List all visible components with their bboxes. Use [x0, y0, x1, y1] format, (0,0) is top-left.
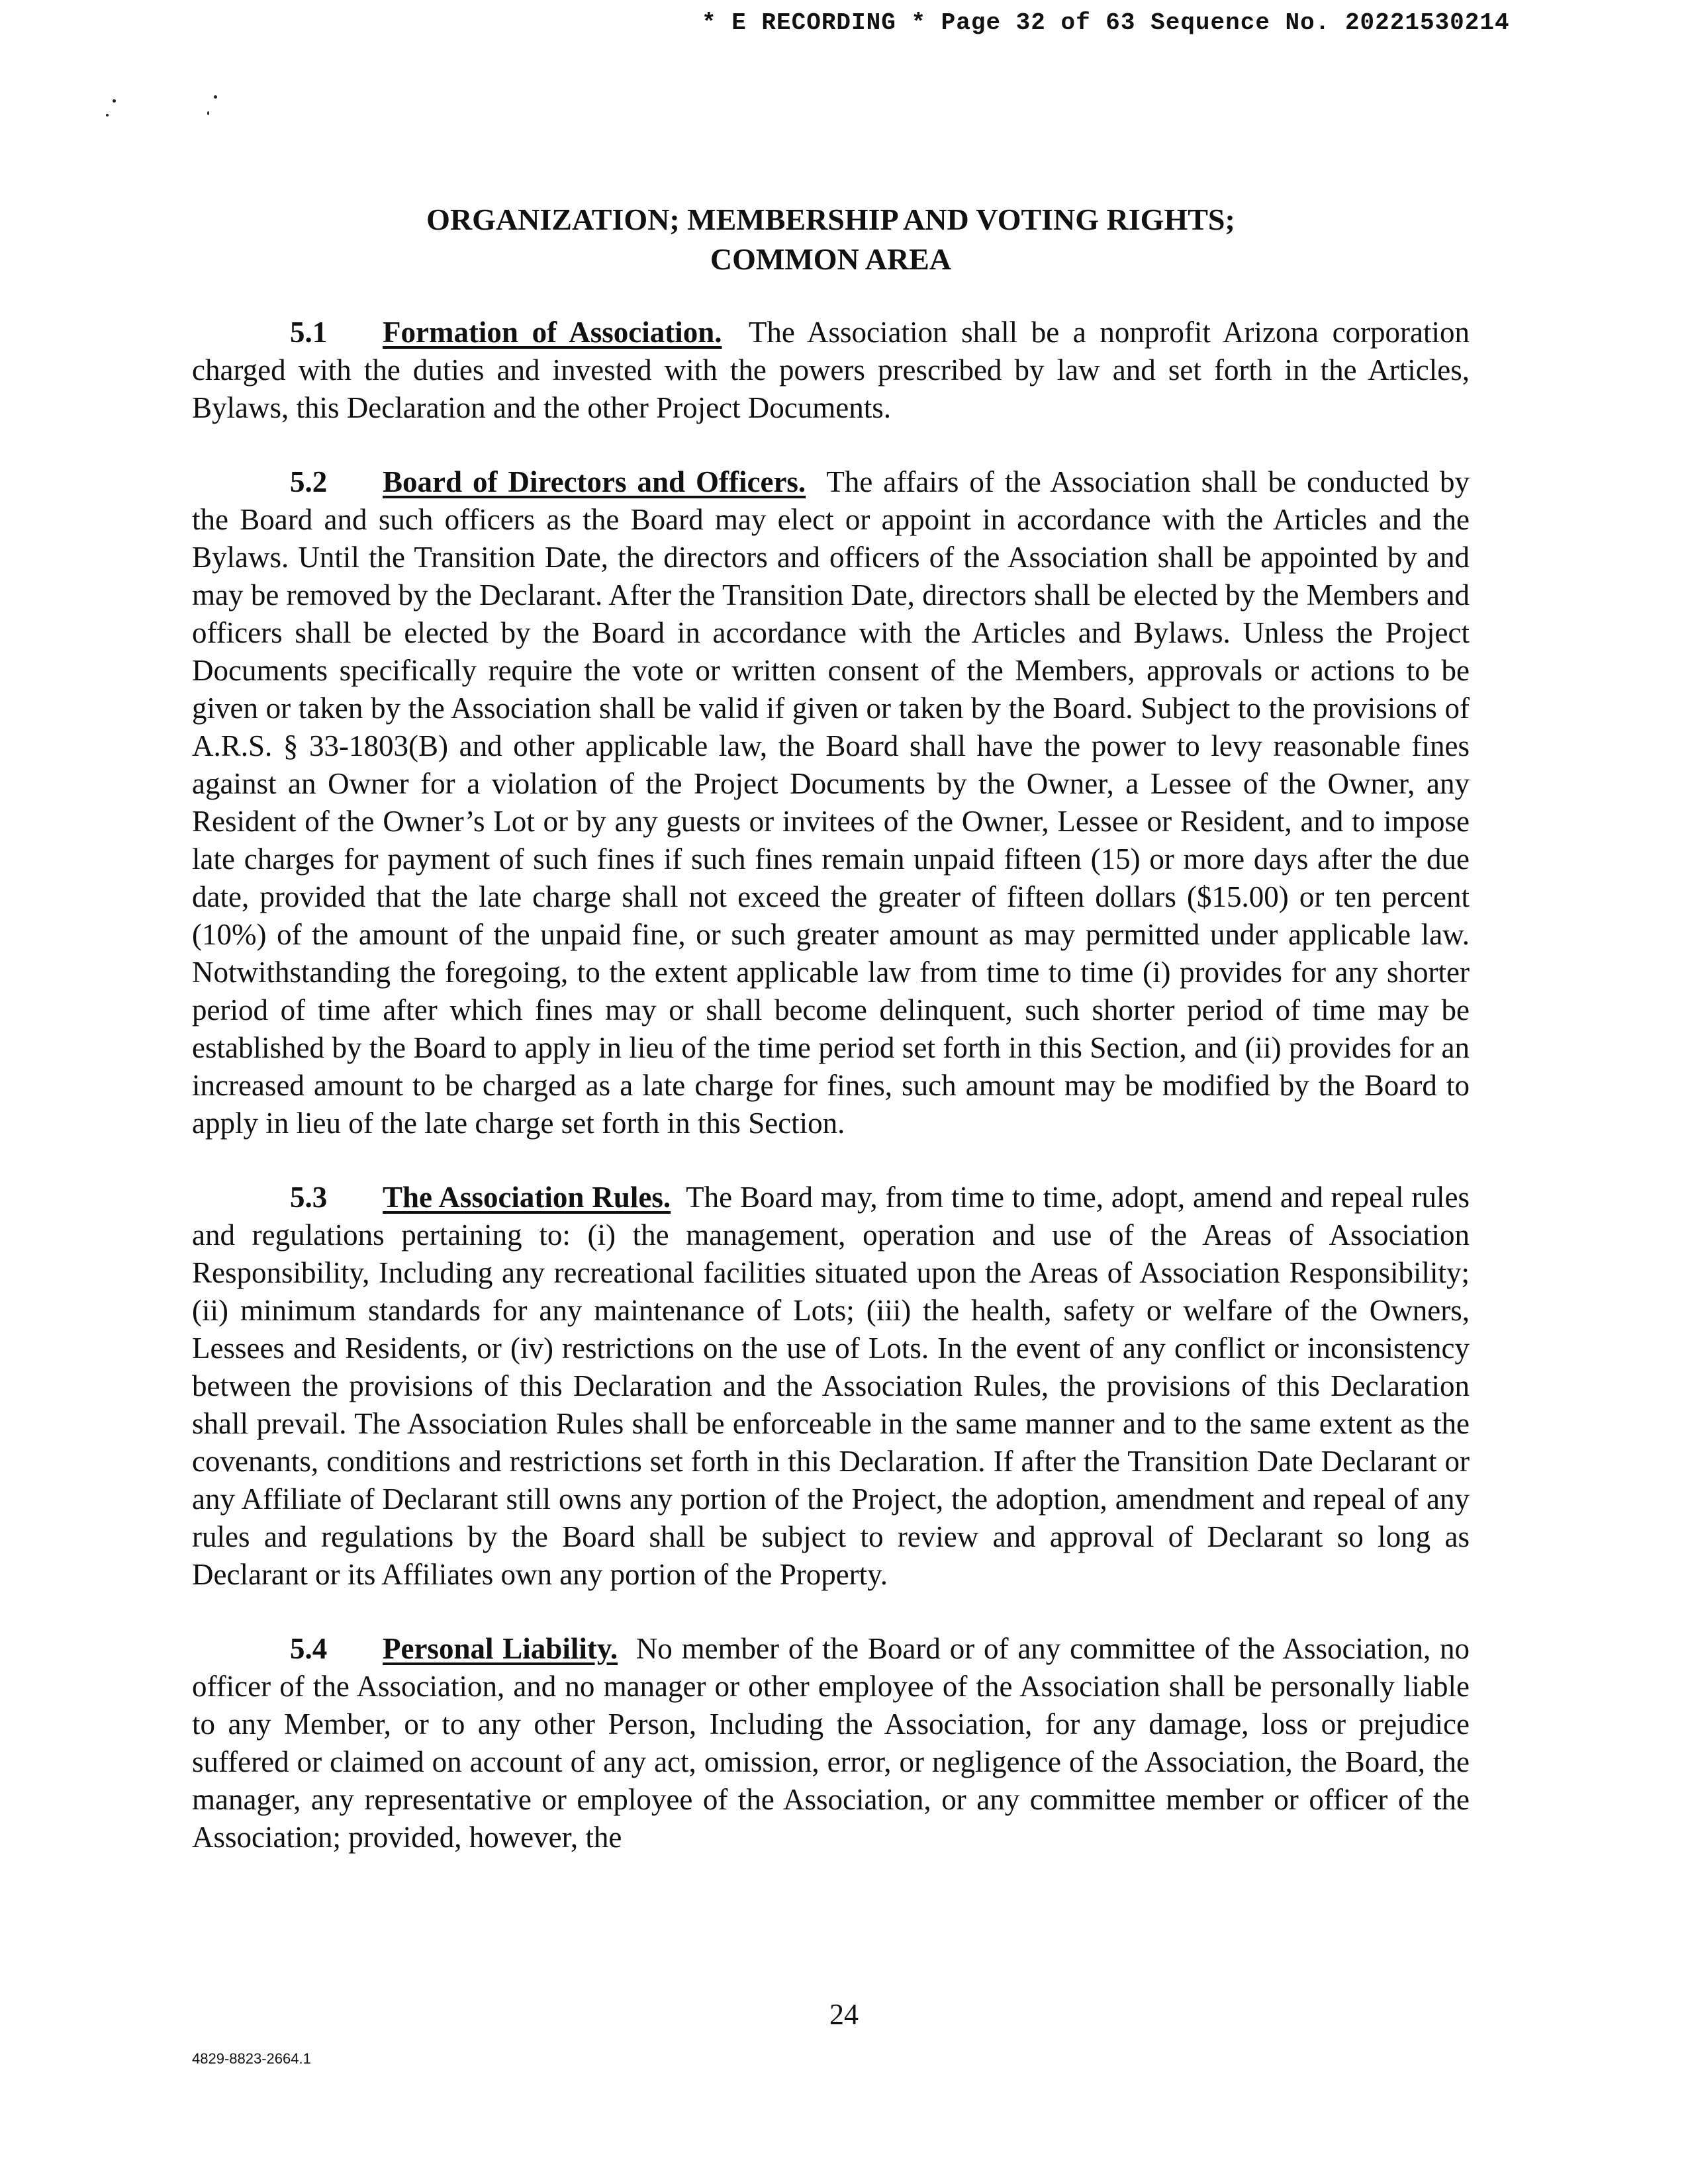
section-text: The Association shall be a nonprofit Arizona corporation charged with the duties and invested with the powers prescribed by law and set forth in the Articles, Bylaws, this Declaration and the other Project Documents.	[192, 316, 1470, 424]
section-5-2	[192, 463, 1470, 1142]
scan-speck	[106, 114, 109, 116]
article-title-line-2: COMMON AREA	[710, 242, 952, 276]
section-text: The affairs of the Association shall be conducted by the Board and such officers as the Board may elect or appoint in accordance with the Articles and the Bylaws. Until the Transition Date, the directors and officers of the Association shall be appointed by and may be removed by the Declarant. After the Transition Date, directors shall be elected by the Members and officers shall be elected by the Board in accordance with the Articles and Bylaws. Unless the Project Documents specifically require the vote or written consent of the Members, approvals or actions to be given or taken by the Association shall be valid if given or taken by the Board. Subject to the provisions of A.R.S. § 33-1803(B) and other applicable law, the Board shall have the power to levy reasonable fines against an Owner for a violation of the Project Documents by the Owner, a Lessee of the Owner, any Resident of the Owner’s Lot or by any guests or invitees of the Owner, Lessee or Resident, and to impose late charges for payment of such fines if such fines remain unpaid fifteen (15) or more days after the due date, provided that the late charge shall not exceed the greater of fifteen dollars ($15.00) or ten percent (10%) of the amount of the unpaid fine, or such greater amount as may permitted under applicable law. Notwithstanding the foregoing, to the extent applicable law from time to time (i) provides for any shorter period of time after which fines may or shall become delinquent, such shorter period of time may be established by the Board to apply in lieu of the time period set forth in this Section, and (ii) provides for an increased amount to be charged as a late charge for fines, such amount may be modified by the Board to apply in lieu of the late charge set forth in this Section.	[192, 465, 1470, 1140]
section-text: The Board may, from time to time, adopt, amend and repeal rules and regulations pertaining to: (i) the management, operation and use of the Areas of Association Responsibility, Including any recreational facilities situated upon the Areas of Association Responsibility; (ii) minimum standards for any maintenance of Lots; (iii) the health, safety or welfare of the Owners, Lessees and Residents, or (iv) restrictions on the use of Lots. In the event of any conflict or inconsistency between the provisions of this Declaration and the Association Rules, the provisions of this Declaration shall prevail. The Association Rules shall be enforceable in the same manner and to the same extent as the covenants, conditions and restrictions set forth in this Declaration. If after the Transition Date Declarant or any Affiliate of Declarant still owns any portion of the Project, the adoption, amendment and repeal of any rules and regulations by the Board shall be subject to review and approval of Declarant so long as Declarant or its Affiliates own any portion of the Property.	[192, 1181, 1470, 1591]
section-number: 5.3	[290, 1181, 328, 1214]
article-title-line-1: ORGANIZATION; MEMBERSHIP AND VOTING RIGHTS;	[426, 203, 1235, 236]
page-number: 24	[829, 1998, 859, 2030]
scan-speck	[207, 111, 209, 115]
section-number: 5.4	[290, 1632, 328, 1665]
document-id: 4829-8823-2664.1	[192, 2050, 311, 2067]
section-5-3	[192, 1179, 1470, 1594]
section-5-4	[192, 1630, 1470, 1856]
recording-header-stamp: * E RECORDING * Page 32 of 63 Sequence No. 20221530214	[702, 9, 1510, 36]
section-heading: Board of Directors and Officers.	[383, 465, 806, 498]
document-body	[192, 314, 1470, 1893]
section-5-1	[192, 314, 1470, 427]
section-text: No member of the Board or of any committee of the Association, no officer of the Association, and no manager or other employee of the Association shall be personally liable to any Member, or to any other Person, Including the Association, for any damage, loss or prejudice suffered or claimed on account of any act, omission, error, or negligence of the Association, the Board, the manager, any representative or employee of the Association, or any committee member or officer of the Association; provided, however, the	[192, 1632, 1470, 1854]
section-heading: Personal Liability.	[383, 1632, 618, 1665]
section-heading: The Association Rules.	[383, 1181, 671, 1214]
section-number: 5.1	[290, 316, 328, 349]
article-title	[192, 200, 1470, 279]
scan-speck	[113, 99, 116, 103]
scan-speck	[214, 95, 217, 99]
section-heading: Formation of Association.	[383, 316, 722, 349]
section-number: 5.2	[290, 465, 328, 498]
